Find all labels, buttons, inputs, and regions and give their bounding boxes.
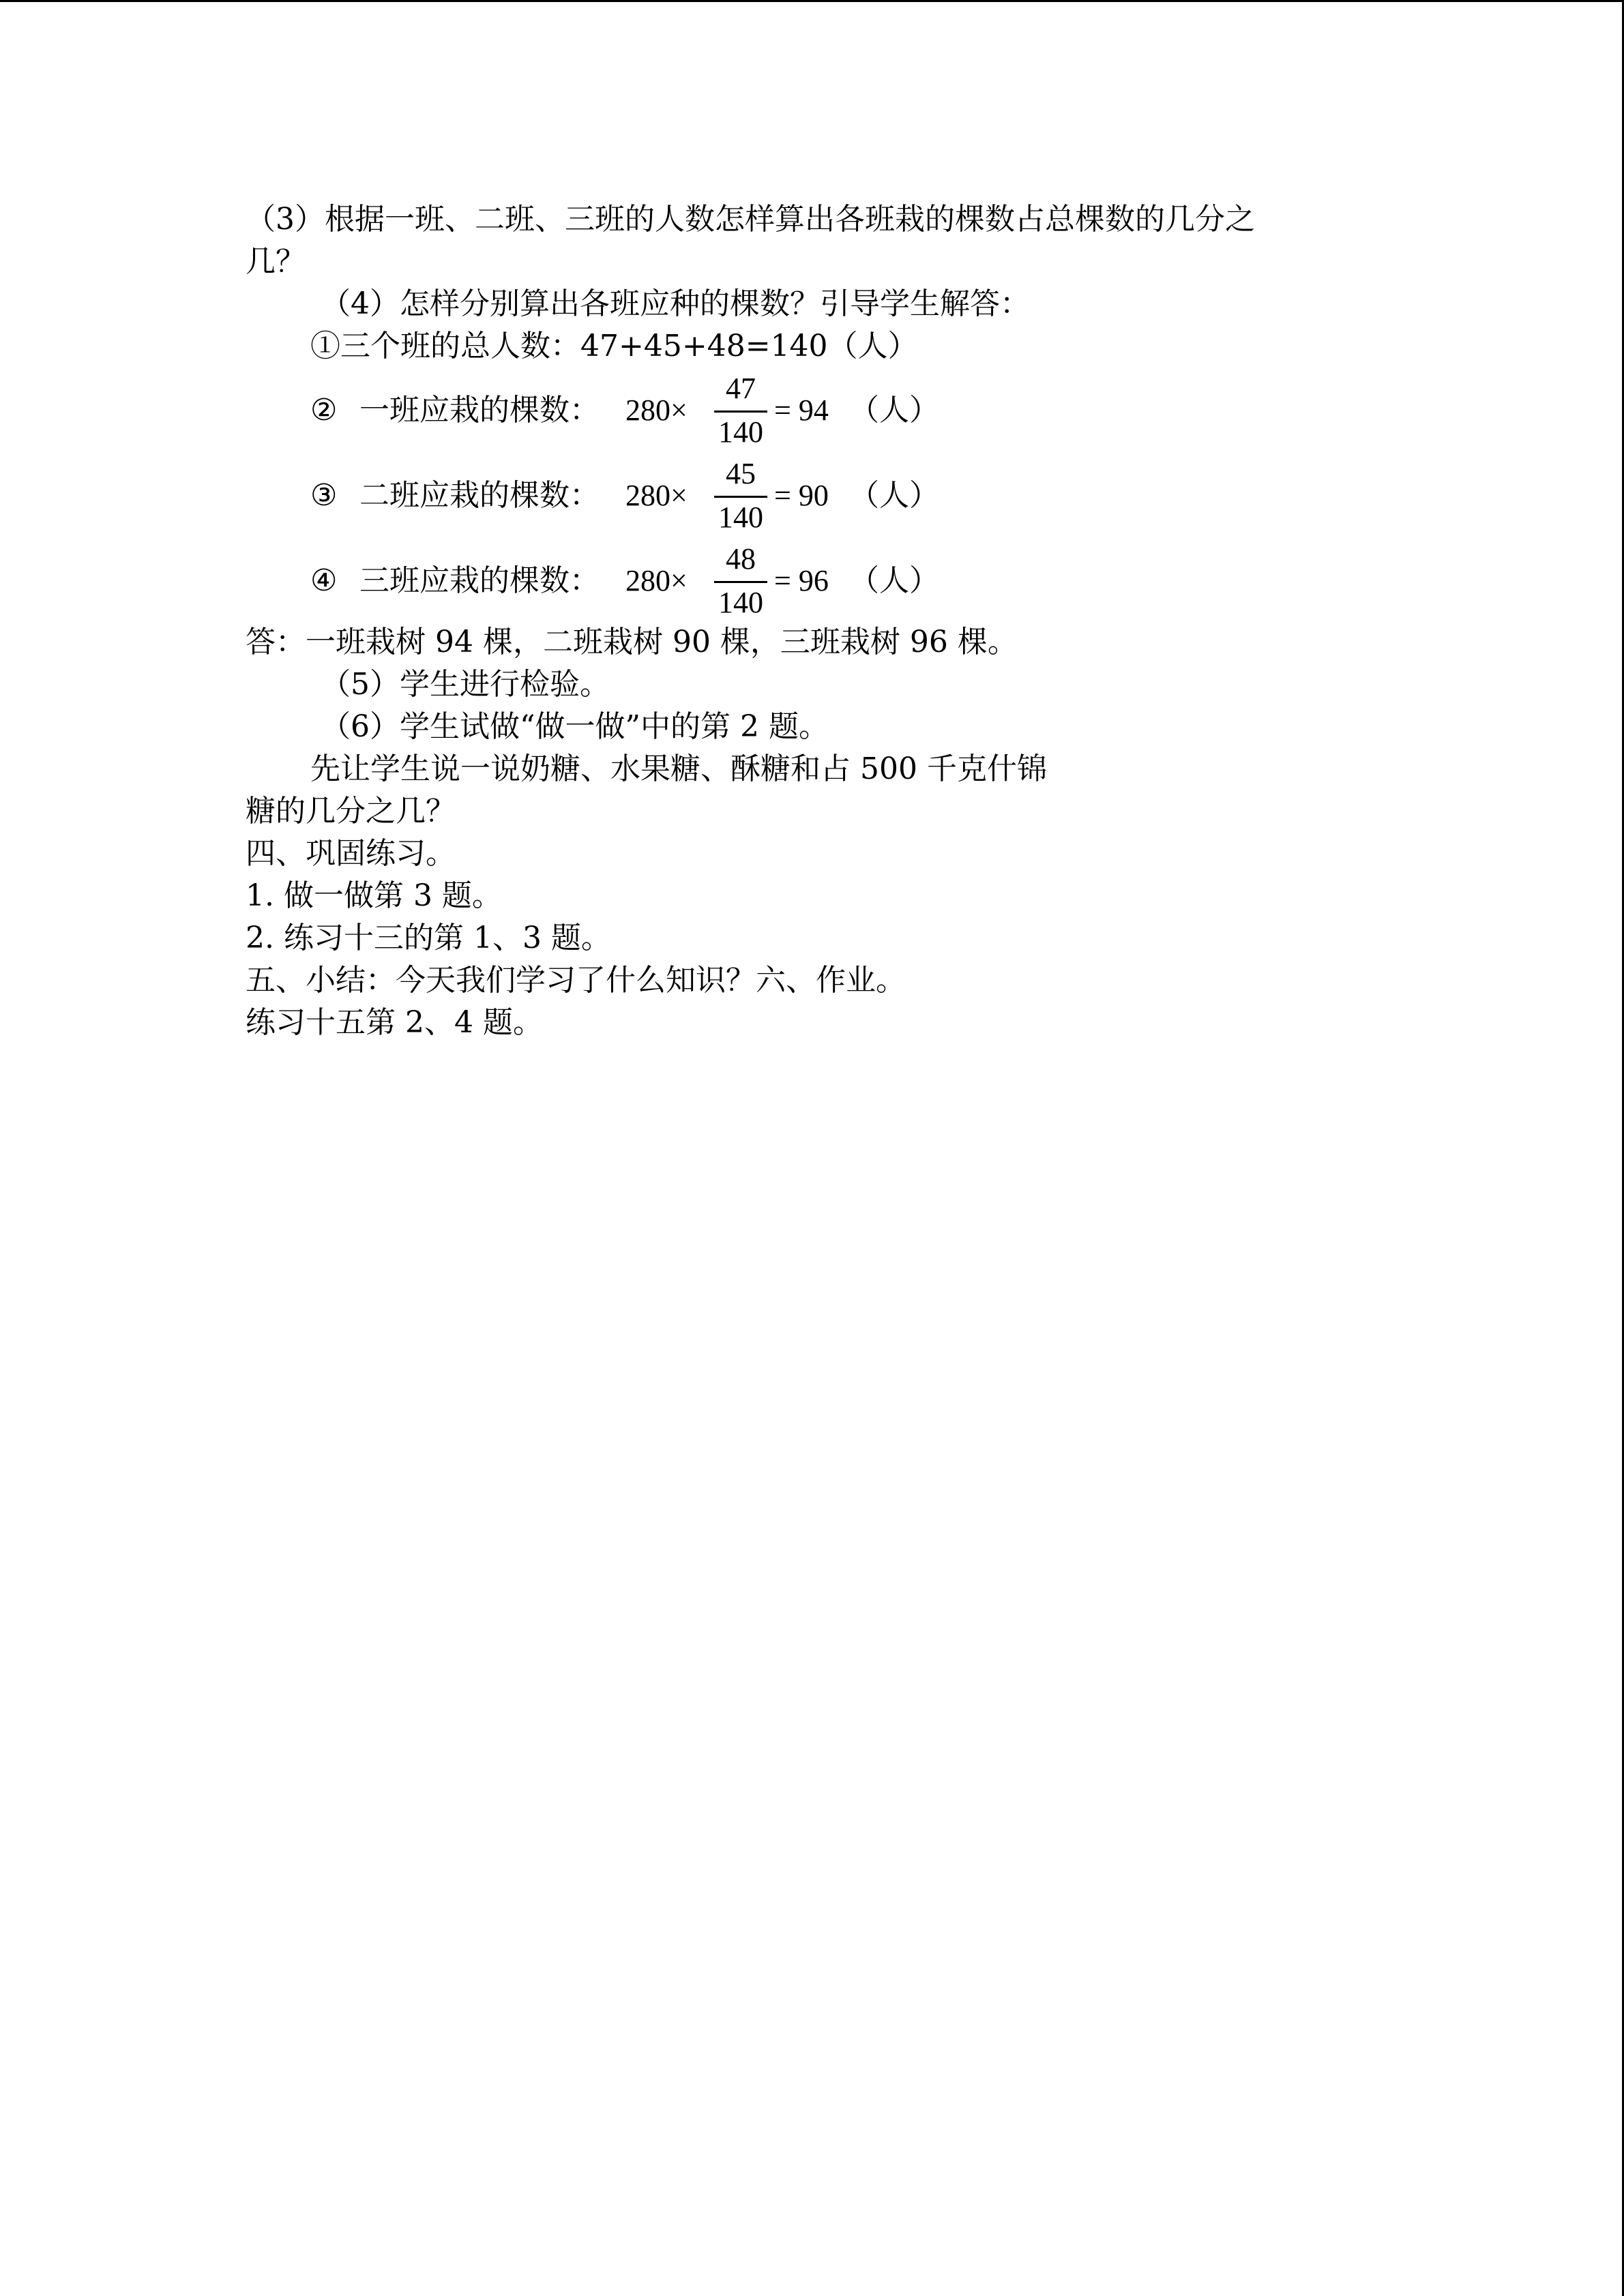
formula-unit: （人） bbox=[849, 563, 939, 598]
formula-label: 三班应栽的棵数： bbox=[359, 563, 600, 598]
question-5: （5）学生进行检验。 bbox=[321, 667, 610, 702]
fraction-numerator: 45 bbox=[726, 457, 756, 490]
section-4-heading: 四、巩固练习。 bbox=[246, 836, 456, 871]
formula-fraction bbox=[713, 539, 769, 623]
question-3-line-2: 几？ bbox=[246, 244, 306, 279]
candy-question-line-1: 先让学生说一说奶糖、水果糖、酥糖和占 500 千克什锦 bbox=[310, 751, 1047, 786]
formula-fraction bbox=[713, 368, 769, 453]
candy-question-line-2: 糖的几分之几？ bbox=[246, 794, 456, 829]
formula-result: = 90 bbox=[774, 479, 829, 512]
formula-multiplier: 280× bbox=[625, 479, 688, 512]
fraction-numerator: 47 bbox=[726, 372, 756, 405]
formula-unit: （人） bbox=[849, 478, 939, 513]
exercise-2: 2. 练习十三的第 1、3 题。 bbox=[246, 921, 611, 955]
formula-label: 一班应栽的棵数： bbox=[359, 393, 600, 428]
formula-marker: ④ bbox=[310, 563, 338, 598]
homework-line: 练习十五第 2、4 题。 bbox=[246, 1005, 543, 1040]
exercise-1: 1. 做一做第 3 题。 bbox=[246, 878, 502, 913]
formula-marker: ② bbox=[310, 393, 338, 428]
page-top-border bbox=[0, 0, 1624, 2]
question-6: （6）学生试做“做一做”中的第 2 题。 bbox=[321, 709, 829, 744]
formula-fraction bbox=[713, 453, 769, 538]
formula-marker: ③ bbox=[310, 478, 338, 513]
formula-unit: （人） bbox=[849, 393, 939, 428]
formula-result: = 94 bbox=[774, 393, 829, 427]
fraction-denominator: 140 bbox=[718, 586, 763, 619]
fraction-denominator: 140 bbox=[718, 415, 763, 449]
answer-line: 答：一班栽树 94 棵，二班栽树 90 棵，三班栽树 96 棵。 bbox=[246, 625, 1018, 659]
section-5-summary: 五、小结：今天我们学习了什么知识？六、作业。 bbox=[246, 963, 906, 998]
fraction-numerator: 48 bbox=[726, 542, 756, 576]
question-4: （4）怎样分别算出各班应种的棵数？引导学生解答： bbox=[321, 286, 1030, 321]
formula-multiplier: 280× bbox=[625, 393, 688, 427]
formula-result: = 96 bbox=[774, 564, 829, 597]
formula-label: 二班应栽的棵数： bbox=[359, 478, 600, 513]
fraction-denominator: 140 bbox=[718, 501, 763, 534]
step-1-total-students: ①三个班的总人数：47+45+48=140（人） bbox=[310, 329, 918, 363]
formula-multiplier: 280× bbox=[625, 564, 688, 597]
question-3-line-1: （3）根据一班、二班、三班的人数怎样算出各班栽的棵数占总棵数的几分之 bbox=[246, 202, 1255, 237]
